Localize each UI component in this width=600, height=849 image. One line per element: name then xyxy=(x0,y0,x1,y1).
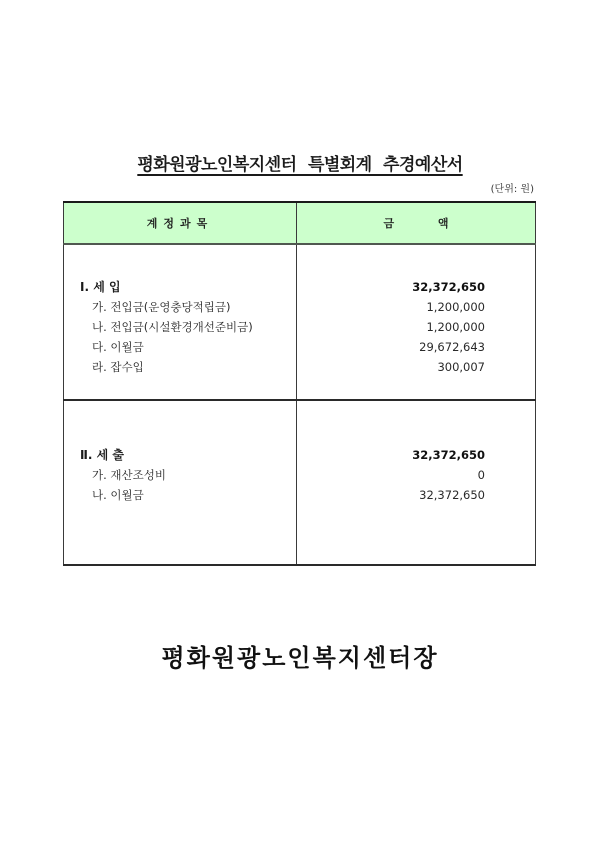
expenditure-amounts-cell xyxy=(297,400,536,565)
table-header-row xyxy=(64,202,536,244)
expenditure-item-amount: 32,372,650 xyxy=(419,488,485,502)
unit-label: (단위: 원) xyxy=(490,184,534,195)
revenue-item-label: 라. 잡수입 xyxy=(92,360,144,374)
revenue-item-amount: 300,007 xyxy=(437,360,485,374)
expenditure-accounts-cell xyxy=(64,400,297,565)
revenue-total: 32,372,650 xyxy=(412,280,485,294)
document-title xyxy=(0,150,600,175)
revenue-section-label: Ⅰ. 세 입 xyxy=(80,280,121,294)
header-amount: 금 액 xyxy=(297,202,536,244)
signature-line: 평화원광노인복지센터장 xyxy=(161,644,439,672)
expenditure-item-amount: 0 xyxy=(477,468,485,482)
expenditure-total: 32,372,650 xyxy=(412,448,485,462)
expenditure-item-label: 나. 이월금 xyxy=(92,488,144,502)
budget-table xyxy=(63,201,536,566)
expenditure-item-label: 가. 재산조성비 xyxy=(92,468,166,482)
revenue-amounts-cell xyxy=(297,244,536,400)
expenditure-section-label: Ⅱ. 세 출 xyxy=(80,448,125,462)
revenue-item-amount: 29,672,643 xyxy=(419,340,485,354)
header-account: 계정과목 xyxy=(64,202,297,244)
revenue-item-label: 나. 전입금(시설환경개선준비금) xyxy=(92,320,253,334)
revenue-item-label: 다. 이월금 xyxy=(92,340,144,354)
section-revenue xyxy=(64,244,536,400)
document-title-text: 평화원광노인복지센터 특별회계 추경예산서 xyxy=(137,155,463,175)
revenue-item-label: 가. 전입금(운영충당적립금) xyxy=(92,300,231,314)
revenue-item-amount: 1,200,000 xyxy=(426,300,485,314)
revenue-item-amount: 1,200,000 xyxy=(426,320,485,334)
revenue-accounts-cell xyxy=(64,244,297,400)
section-expenditure xyxy=(64,400,536,565)
